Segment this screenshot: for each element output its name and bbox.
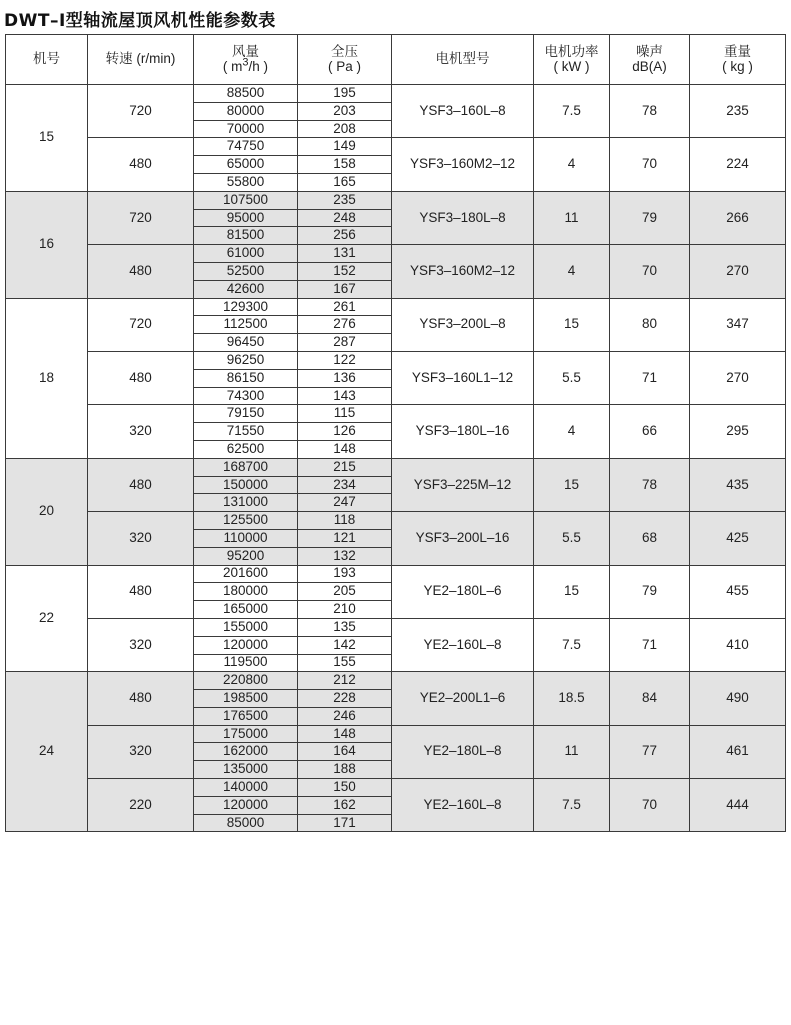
cell-airflow: 125500 — [194, 512, 298, 530]
cell-airflow: 150000 — [194, 476, 298, 494]
cell-airflow: 129300 — [194, 298, 298, 316]
cell-power: 15 — [534, 565, 610, 618]
cell-motor: YE2–160L–8 — [392, 618, 534, 671]
cell-airflow: 120000 — [194, 636, 298, 654]
cell-pressure: 234 — [298, 476, 392, 494]
cell-pressure: 136 — [298, 369, 392, 387]
cell-motor: YE2–160L–8 — [392, 779, 534, 832]
cell-power: 4 — [534, 138, 610, 191]
cell-airflow: 74750 — [194, 138, 298, 156]
cell-noise: 71 — [610, 351, 690, 404]
cell-pressure: 203 — [298, 102, 392, 120]
cell-pressure: 148 — [298, 440, 392, 458]
cell-noise: 68 — [610, 512, 690, 565]
table-row — [6, 779, 786, 797]
cell-pressure: 208 — [298, 120, 392, 138]
table-row — [6, 405, 786, 423]
cell-airflow: 96250 — [194, 351, 298, 369]
cell-airflow: 70000 — [194, 120, 298, 138]
cell-weight: 444 — [690, 779, 786, 832]
cell-airflow: 110000 — [194, 529, 298, 547]
cell-power: 18.5 — [534, 672, 610, 725]
cell-pressure: 171 — [298, 814, 392, 832]
table-row — [6, 672, 786, 690]
cell-motor: YSF3–180L–8 — [392, 191, 534, 244]
cell-power: 7.5 — [534, 618, 610, 671]
header-noise-label: 噪声 — [636, 43, 663, 59]
cell-motor: YSF3–160M2–12 — [392, 245, 534, 298]
cell-speed: 480 — [88, 138, 194, 191]
cell-speed: 480 — [88, 458, 194, 511]
header-airflow — [194, 35, 298, 85]
cell-pressure: 122 — [298, 351, 392, 369]
cell-motor: YSF3–200L–16 — [392, 512, 534, 565]
cell-airflow: 201600 — [194, 565, 298, 583]
cell-pressure: 188 — [298, 761, 392, 779]
cell-speed: 480 — [88, 565, 194, 618]
cell-noise: 70 — [610, 245, 690, 298]
cell-airflow: 119500 — [194, 654, 298, 672]
cell-airflow: 198500 — [194, 690, 298, 708]
table-row — [6, 618, 786, 636]
header-power-label: 电机功率 — [544, 43, 599, 59]
cell-airflow: 95200 — [194, 547, 298, 565]
cell-model-no: 16 — [6, 191, 88, 298]
header-power — [534, 35, 610, 85]
cell-pressure: 121 — [298, 529, 392, 547]
header-pressure-unit: ( Pa ) — [327, 58, 361, 74]
header-power-unit: ( kW ) — [553, 58, 590, 74]
table-row — [6, 85, 786, 103]
cell-pressure: 256 — [298, 227, 392, 245]
header-noise-unit: dB(A) — [632, 58, 667, 74]
cell-model-no: 20 — [6, 458, 88, 565]
cell-airflow: 96450 — [194, 334, 298, 352]
cell-pressure: 261 — [298, 298, 392, 316]
cell-speed: 320 — [88, 725, 194, 778]
cell-weight: 224 — [690, 138, 786, 191]
cell-pressure: 167 — [298, 280, 392, 298]
cell-noise: 70 — [610, 138, 690, 191]
cell-pressure: 115 — [298, 405, 392, 423]
cell-pressure: 155 — [298, 654, 392, 672]
cell-pressure: 148 — [298, 725, 392, 743]
cell-weight: 270 — [690, 245, 786, 298]
cell-airflow: 120000 — [194, 796, 298, 814]
cell-speed: 720 — [88, 298, 194, 351]
cell-pressure: 162 — [298, 796, 392, 814]
cell-power: 4 — [534, 245, 610, 298]
cell-pressure: 118 — [298, 512, 392, 530]
cell-pressure: 247 — [298, 494, 392, 512]
cell-airflow: 80000 — [194, 102, 298, 120]
cell-pressure: 143 — [298, 387, 392, 405]
cell-airflow: 180000 — [194, 583, 298, 601]
cell-airflow: 176500 — [194, 707, 298, 725]
table-row — [6, 138, 786, 156]
cell-pressure: 210 — [298, 601, 392, 619]
cell-airflow: 79150 — [194, 405, 298, 423]
table-body — [6, 85, 786, 832]
cell-noise: 79 — [610, 565, 690, 618]
cell-pressure: 150 — [298, 779, 392, 797]
performance-table — [5, 34, 786, 832]
cell-airflow: 42600 — [194, 280, 298, 298]
header-pressure-label: 全压 — [331, 43, 358, 59]
cell-airflow: 95000 — [194, 209, 298, 227]
cell-airflow: 165000 — [194, 601, 298, 619]
cell-weight: 270 — [690, 351, 786, 404]
cell-airflow: 52500 — [194, 262, 298, 280]
cell-weight: 347 — [690, 298, 786, 351]
cell-speed: 480 — [88, 672, 194, 725]
cell-noise: 84 — [610, 672, 690, 725]
cell-power: 15 — [534, 298, 610, 351]
cell-pressure: 158 — [298, 156, 392, 174]
cell-power: 15 — [534, 458, 610, 511]
cell-pressure: 287 — [298, 334, 392, 352]
cell-motor: YE2–200L1–6 — [392, 672, 534, 725]
cell-motor: YSF3–160M2–12 — [392, 138, 534, 191]
header-weight — [690, 35, 786, 85]
cell-airflow: 71550 — [194, 423, 298, 441]
header-airflow-unit: ( $m^3/h$ ) — [222, 56, 269, 74]
cell-noise: 78 — [610, 458, 690, 511]
cell-weight: 410 — [690, 618, 786, 671]
cell-airflow: 162000 — [194, 743, 298, 761]
cell-pressure: 165 — [298, 173, 392, 191]
header-weight-label: 重量 — [724, 43, 751, 59]
cell-noise: 70 — [610, 779, 690, 832]
cell-weight: 425 — [690, 512, 786, 565]
cell-motor: YE2–180L–6 — [392, 565, 534, 618]
cell-power: 11 — [534, 191, 610, 244]
table-title: DWT–I型轴流屋顶风机性能参数表 — [4, 11, 276, 31]
cell-pressure: 135 — [298, 618, 392, 636]
cell-speed: 480 — [88, 245, 194, 298]
cell-power: 7.5 — [534, 779, 610, 832]
cell-model-no: 24 — [6, 672, 88, 832]
cell-airflow: 62500 — [194, 440, 298, 458]
cell-airflow: 140000 — [194, 779, 298, 797]
cell-power: 5.5 — [534, 512, 610, 565]
header-weight-unit: ( kg ) — [722, 58, 753, 74]
table-row — [6, 351, 786, 369]
header-airflow-label: 风量 — [232, 43, 259, 59]
cell-pressure: 248 — [298, 209, 392, 227]
cell-pressure: 132 — [298, 547, 392, 565]
cell-airflow: 107500 — [194, 191, 298, 209]
header-row — [6, 35, 786, 85]
header-noise — [610, 35, 690, 85]
cell-pressure: 228 — [298, 690, 392, 708]
cell-noise: 77 — [610, 725, 690, 778]
cell-pressure: 193 — [298, 565, 392, 583]
table-row — [6, 191, 786, 209]
table-row — [6, 512, 786, 530]
cell-speed: 720 — [88, 191, 194, 244]
cell-noise: 78 — [610, 85, 690, 138]
cell-pressure: 215 — [298, 458, 392, 476]
cell-speed: 220 — [88, 779, 194, 832]
cell-airflow: 85000 — [194, 814, 298, 832]
cell-motor: YE2–180L–8 — [392, 725, 534, 778]
cell-motor: YSF3–160L1–12 — [392, 351, 534, 404]
cell-airflow: 65000 — [194, 156, 298, 174]
cell-airflow: 88500 — [194, 85, 298, 103]
cell-airflow: 131000 — [194, 494, 298, 512]
cell-pressure: 164 — [298, 743, 392, 761]
cell-pressure: 246 — [298, 707, 392, 725]
cell-speed: 720 — [88, 85, 194, 138]
cell-airflow: 86150 — [194, 369, 298, 387]
cell-pressure: 149 — [298, 138, 392, 156]
cell-pressure: 212 — [298, 672, 392, 690]
cell-weight: 461 — [690, 725, 786, 778]
cell-airflow: 55800 — [194, 173, 298, 191]
cell-motor: YSF3–160L–8 — [392, 85, 534, 138]
cell-pressure: 142 — [298, 636, 392, 654]
cell-airflow: 81500 — [194, 227, 298, 245]
header-motor: 电机型号 — [392, 35, 534, 85]
cell-weight: 455 — [690, 565, 786, 618]
cell-motor: YSF3–200L–8 — [392, 298, 534, 351]
cell-noise: 66 — [610, 405, 690, 458]
cell-pressure: 276 — [298, 316, 392, 334]
cell-weight: 435 — [690, 458, 786, 511]
cell-noise: 71 — [610, 618, 690, 671]
cell-pressure: 152 — [298, 262, 392, 280]
cell-airflow: 74300 — [194, 387, 298, 405]
cell-pressure: 205 — [298, 583, 392, 601]
cell-motor: YSF3–225M–12 — [392, 458, 534, 511]
cell-noise: 80 — [610, 298, 690, 351]
cell-noise: 79 — [610, 191, 690, 244]
header-pressure — [298, 35, 392, 85]
cell-pressure: 131 — [298, 245, 392, 263]
cell-weight: 295 — [690, 405, 786, 458]
cell-weight: 266 — [690, 191, 786, 244]
cell-speed: 480 — [88, 351, 194, 404]
cell-power: 7.5 — [534, 85, 610, 138]
table-row — [6, 725, 786, 743]
cell-airflow: 220800 — [194, 672, 298, 690]
table-row — [6, 565, 786, 583]
cell-pressure: 126 — [298, 423, 392, 441]
cell-power: 11 — [534, 725, 610, 778]
cell-pressure: 235 — [298, 191, 392, 209]
cell-speed: 320 — [88, 618, 194, 671]
header-speed: 转速 (r/min) — [88, 35, 194, 85]
cell-pressure: 195 — [298, 85, 392, 103]
cell-airflow: 112500 — [194, 316, 298, 334]
cell-model-no: 15 — [6, 85, 88, 192]
cell-airflow: 168700 — [194, 458, 298, 476]
cell-weight: 235 — [690, 85, 786, 138]
table-row — [6, 458, 786, 476]
cell-weight: 490 — [690, 672, 786, 725]
table-row — [6, 245, 786, 263]
cell-airflow: 155000 — [194, 618, 298, 636]
cell-speed: 320 — [88, 405, 194, 458]
cell-speed: 320 — [88, 512, 194, 565]
cell-power: 4 — [534, 405, 610, 458]
cell-motor: YSF3–180L–16 — [392, 405, 534, 458]
header-model: 机号 — [6, 35, 88, 85]
cell-airflow: 135000 — [194, 761, 298, 779]
cell-airflow: 61000 — [194, 245, 298, 263]
cell-power: 5.5 — [534, 351, 610, 404]
cell-airflow: 175000 — [194, 725, 298, 743]
table-row — [6, 298, 786, 316]
cell-model-no: 18 — [6, 298, 88, 458]
cell-model-no: 22 — [6, 565, 88, 672]
